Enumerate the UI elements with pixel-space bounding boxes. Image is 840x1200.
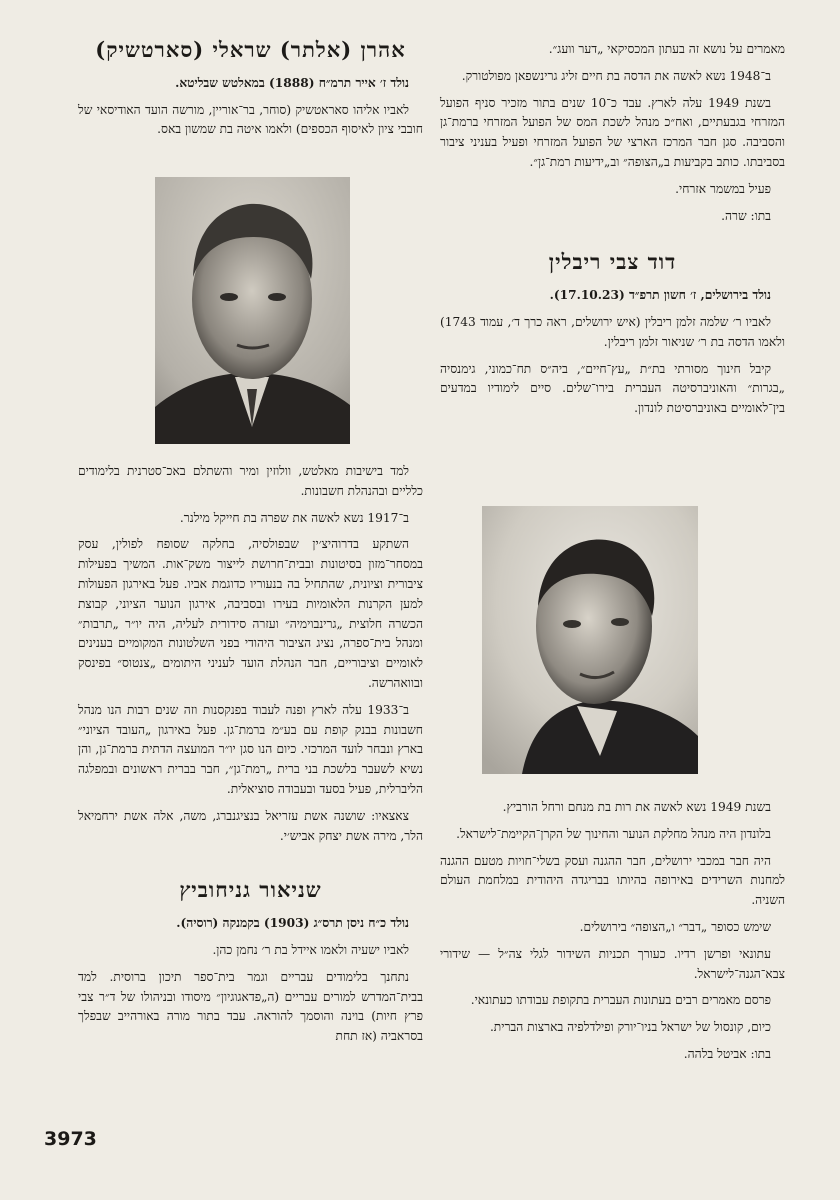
paragraph: לאביו ר׳ שלמה זלמן ריבלין (איש ירושלים, ראה כרך ד׳, עמוד 1743) ולאמו הדסה בת ר׳ שניאור זלמן ריבלין.	[440, 314, 785, 349]
left-column	[78, 37, 423, 147]
paragraph: מאמרים על נושא זה בעתון המכסיקאי „דער וועג״.	[548, 42, 785, 56]
paragraph: לאביו אליהו סאראטשיק (סוחר, בר־אוריין, מורשה הועד האודיסאי של חובבי ציון לאיסוף הכספים) ולאמו איטה בת שמשון באס.	[78, 102, 423, 137]
right-column-continued	[440, 798, 785, 1072]
portrait-photo-sharali	[155, 177, 350, 444]
paragraph: ב־1917 נשא לאשה את שפרה בת חייקל מילנר.	[179, 510, 409, 525]
paragraph: ב־1933 עלה לארץ ופנה לעבוד בפנקסנות וזה שנים רבות הנו מנהל חשבונות בבנק קופת עם בע״מ ברמת־גן. פעל באירגון „העובד הציוני״ בארץ ונבחר לועד המרכזי. כיום הנו סגן יו״ר המועצה הדתית ברמת־גן, והן נשיא לשעבר בלשכת בני ברית „רמת־גן״, חבר בברית ראשונים ובמפלגה הליברלית, פעיל בסעד ובעבודה סוציאלית.	[78, 702, 423, 796]
paragraph: נולד ז׳ אייר תרמ״ח (1888) במאלטש שבליטא.	[175, 75, 409, 90]
paragraph: קיבל חינוך מסורתי בת״ת „עץ־חיים״, ביה״ס תח־כמוני, גימנסיה „בגרות״ והאוניברסיטה העברית בירו־שלים. סיים לימודיו במדעים בין־לאומיים באוניברסיטת לונדון.	[440, 361, 785, 416]
paragraph: ב־1948 נשא לאשה את הדסה בת חיים זליג גרינשפאן מפולטורק.	[461, 68, 771, 83]
page-number: 3973	[44, 1128, 97, 1150]
bio-heading: שניאור גניחוביץ	[179, 877, 322, 903]
paragraph: עתונאי ופרשן רדיו. כעורך תכניות השידור לגלי צה״ל — שידורי צבא־הגנה־לישראל.	[440, 946, 785, 981]
paragraph: בשנת 1949 נשא לאשה את רות בת מנחם ורחל הורביץ.	[502, 800, 771, 814]
paragraph: שימש כסופר „דבר״ ו„הצופה״ בירושלים.	[579, 919, 771, 934]
paragraph: השתקע בדרוהיצ׳ין שבפולסיה, בחלקה שסופח לפולין, עסק במסחר־מזון בסיטונות ובבית־חרושת לייצור משק־אות. המשיך בפעילות ציבורית וציונית, שהתחיל בה בנעוריו כדוגמת אביו. פעל באירגון הפעולות למען הקרנות הלאומיות בעירו ובסביבה, אירגון הנוער הציוני, קבוצת הכשרה חלוצית „גרינבוימיה״ ועזרה סידורית לעליה, היה יו״ר „תרבות״ ומנהל בית־ספרה, נציג הציבור היהודי בפני השלטונות המקומיים בענינים לאומיים וציבוריים, חבר הנהלת הועד לעניני היתומים „צנטוס״ בפינסק ובוואהרשה.	[78, 537, 423, 690]
right-bio	[440, 286, 785, 419]
left-column-continued	[78, 462, 423, 1054]
paragraph: צאצאיו: שושנה אשת עזריאל בנציגנברג, משה, אלה אשת ירחמיאל הלר, מירה אשת יצחק אביש׳י.	[78, 808, 423, 843]
bio-heading: אהרן (אלתר) שראלי (סארטשיק)	[95, 37, 406, 62]
paragraph: בלונדון היה מנהל מחלקת הנוער והחינוך של הקרן־הקיימת־לישראל.	[456, 826, 771, 841]
paragraph: בתו: אביטל בלהה.	[683, 1046, 771, 1061]
portrait-photo-rivlin	[482, 506, 698, 774]
right-intro	[440, 40, 785, 226]
paragraph: נולד בירושלים, ז׳ חשון תרפ״ד (17.10.23).	[549, 288, 771, 303]
paragraph: פרסם מאמרים רבים בעתונות העברית בתקופת עבודתו כעתונאי.	[470, 993, 771, 1008]
paragraph: כיום, קונסול של ישראל בניו־יורק ופילדלפיה בארצות הברית.	[489, 1020, 771, 1035]
right-column	[440, 40, 785, 426]
bio-heading: דוד צבי ריבלין	[548, 249, 677, 275]
paragraph: פעיל במשמר אזרחי.	[675, 181, 771, 196]
paragraph: נולד כ״ח ניסן תרס״ג (1903) בקמנקה (רוסיה).	[176, 916, 409, 931]
paragraph: לאביו ישעיה ולאמו איידל בת ר׳ נחמן כהן.	[212, 942, 409, 957]
paragraph: היה חבר במכבי ירושלים, חבר ההגנה ועסק בשלי־חויות מטעם ההגנה למחנות השרידים באירופה בהיותו בבריגדה היהודית במלחמת העולם השניה.	[440, 853, 785, 908]
paragraph: למד בישיבות מאלטש, וולוזין ומיר והשתלם באכ־סטרנית בלימודים כלליים ובהנהלת חשבונות.	[78, 464, 423, 498]
paragraph: נתחנך בלימודים עבריים וגמר בית־ספר תיכון ברוסית. למד בבית־המדרש למורים עבריים (ה„פדאגוגיון״ מיסודו ובניהולו של ד״ר צבי פרץ חיות) בוינה והוסמך להוראה. עבד בתור מורה באורהייב שבפלך בסראביה (אז תחת	[78, 969, 423, 1044]
paragraph: בשנת 1949 עלה לארץ. עבד כ־10 שנים בתור מזכיר סניף הפועל המזרחי בגבעתיים, ואח״כ מנהל לשכת המס של הפועל המזרחי ברמת־גן והסביבה. סגן חבר המרכז הארצי של הפועל המזרחי ופעיל בעניני ציבור בסביבתו. כותב בקביעות ב„הצופה״ וב„ידיעות רמת־גן״.	[440, 95, 785, 169]
paragraph: בתו: שרה.	[721, 208, 771, 223]
